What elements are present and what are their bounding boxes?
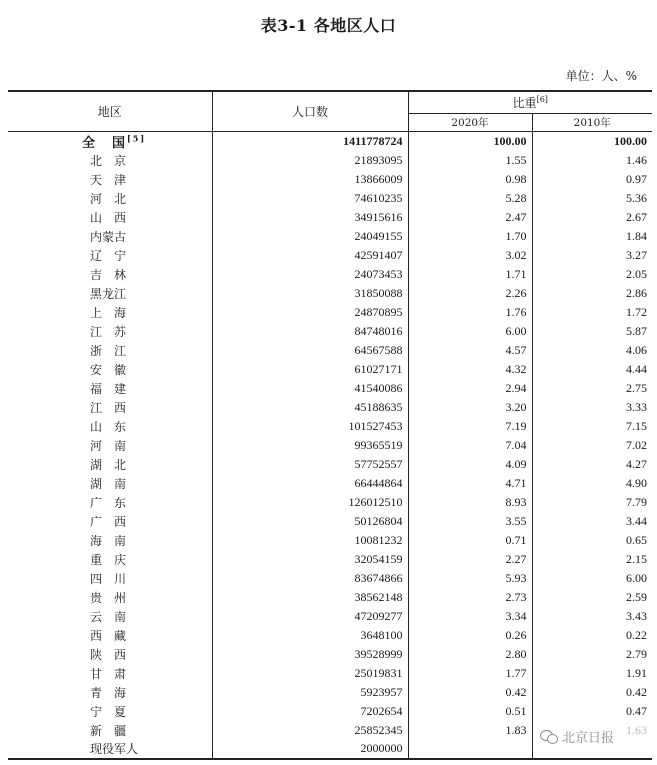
share-2010-value: 1.91 xyxy=(532,664,652,683)
region-name: 福 建 xyxy=(90,381,127,396)
share-2010-value: 0.47 xyxy=(532,702,652,721)
share-2020-value: 2.47 xyxy=(408,208,532,227)
region-name: 山 西 xyxy=(90,210,127,225)
population-value: 61027171 xyxy=(212,360,408,379)
share-2020-value: 0.26 xyxy=(408,626,532,645)
share-2010-value: 4.06 xyxy=(532,341,652,360)
table-row xyxy=(8,379,652,398)
region-name: 湖 北 xyxy=(90,457,127,472)
region-name: 广 西 xyxy=(90,514,127,529)
population-value: 32054159 xyxy=(212,550,408,569)
population-value: 24049155 xyxy=(212,227,408,246)
share-2020-value: 4.71 xyxy=(408,474,532,493)
population-value: 24073453 xyxy=(212,265,408,284)
share-2020-value: 1.76 xyxy=(408,303,532,322)
table-row xyxy=(8,189,652,208)
header-share: 比重[6] xyxy=(408,91,652,113)
region-name: 海 南 xyxy=(90,533,127,548)
share-2010-value: 3.44 xyxy=(532,512,652,531)
share-2010-value: 5.36 xyxy=(532,189,652,208)
table-row xyxy=(8,208,652,227)
share-2010-value: 7.15 xyxy=(532,417,652,436)
table-row xyxy=(8,170,652,189)
population-value: 31850088 xyxy=(212,284,408,303)
region-name: 四 川 xyxy=(90,571,127,586)
population-value: 21893095 xyxy=(212,151,408,170)
share-2010-value: 0.65 xyxy=(532,531,652,550)
share-2010-value: 0.22 xyxy=(532,626,652,645)
share-2010-value: 2.15 xyxy=(532,550,652,569)
population-table xyxy=(8,90,652,760)
table-title: 表3-1 各地区人口 xyxy=(260,16,397,35)
share-2020-value: 6.00 xyxy=(408,322,532,341)
table-row xyxy=(8,664,652,683)
share-2010-value: 1.72 xyxy=(532,303,652,322)
population-value: 83674866 xyxy=(212,569,408,588)
share-2010-value: 0.97 xyxy=(532,170,652,189)
share-2020-value: 5.28 xyxy=(408,189,532,208)
population-value: 50126804 xyxy=(212,512,408,531)
region-name: 新 疆 xyxy=(90,723,127,738)
population-value: 45188635 xyxy=(212,398,408,417)
share-2020-value: 100.00 xyxy=(408,131,532,151)
share-2010-value: 4.90 xyxy=(532,474,652,493)
share-2020-value: 0.42 xyxy=(408,683,532,702)
population-value: 74610235 xyxy=(212,189,408,208)
region-name: 贵 州 xyxy=(90,590,127,605)
table-row xyxy=(8,607,652,626)
region-name: 浙 江 xyxy=(90,343,127,358)
region-name: 天 津 xyxy=(90,172,127,187)
region-name: 青 海 xyxy=(90,685,127,700)
region-name: 江 苏 xyxy=(90,324,127,339)
population-value: 57752557 xyxy=(212,455,408,474)
population-value: 47209277 xyxy=(212,607,408,626)
table-row xyxy=(8,626,652,645)
share-2020-value: 1.77 xyxy=(408,664,532,683)
share-2020-value: 7.04 xyxy=(408,436,532,455)
region-name: 甘 肃 xyxy=(90,666,127,681)
share-2020-value: 4.09 xyxy=(408,455,532,474)
share-footnote: [6] xyxy=(536,94,548,104)
share-2020-value: 0.51 xyxy=(408,702,532,721)
population-value: 41540086 xyxy=(212,379,408,398)
share-2020-value: 0.98 xyxy=(408,170,532,189)
table-row xyxy=(8,360,652,379)
share-2020-value: 8.93 xyxy=(408,493,532,512)
population-value: 38562148 xyxy=(212,588,408,607)
table-row xyxy=(8,265,652,284)
share-2010-value: 5.87 xyxy=(532,322,652,341)
region-name: 安 徽 xyxy=(90,362,127,377)
share-2010-value: 2.75 xyxy=(532,379,652,398)
share-2020-value: 7.19 xyxy=(408,417,532,436)
table-row xyxy=(8,512,652,531)
share-2020-value: 3.20 xyxy=(408,398,532,417)
share-2010-value: 2.86 xyxy=(532,284,652,303)
table-row xyxy=(8,227,652,246)
share-2020-value: 3.34 xyxy=(408,607,532,626)
population-value: 64567588 xyxy=(212,341,408,360)
wechat-icon xyxy=(540,728,558,744)
population-value: 1411778724 xyxy=(212,131,408,151)
header-year-2020: 2020年 xyxy=(408,113,532,131)
unit-label: 单位：人、% xyxy=(565,69,637,83)
share-2010-value: 3.43 xyxy=(532,607,652,626)
share-2020-value: 0.71 xyxy=(408,531,532,550)
population-value: 25019831 xyxy=(212,664,408,683)
table-row xyxy=(8,645,652,664)
header-region: 地区 xyxy=(8,91,212,131)
population-value: 126012510 xyxy=(212,493,408,512)
population-value: 34915616 xyxy=(212,208,408,227)
population-value: 25852345 xyxy=(212,721,408,740)
table-row xyxy=(8,398,652,417)
watermark-text: 北京日报 xyxy=(562,730,615,746)
share-2020-value: 2.94 xyxy=(408,379,532,398)
population-value: 2000000 xyxy=(212,740,408,759)
region-name: 重 庆 xyxy=(90,552,127,567)
share-2010-value: 7.02 xyxy=(532,436,652,455)
region-name: 吉 林 xyxy=(90,267,127,282)
region-name: 黑龙江 xyxy=(90,286,127,301)
region-name: 上 海 xyxy=(90,305,127,320)
share-2010-value: 2.79 xyxy=(532,645,652,664)
table-row xyxy=(8,151,652,170)
region-name: 江 西 xyxy=(90,400,127,415)
table-row xyxy=(8,702,652,721)
table-row xyxy=(8,531,652,550)
table-row xyxy=(8,303,652,322)
share-2010-value: 1.46 xyxy=(532,151,652,170)
share-2020-value: 4.57 xyxy=(408,341,532,360)
share-2020-value: 1.70 xyxy=(408,227,532,246)
share-2010-value: 3.27 xyxy=(532,246,652,265)
share-2010-value: 2.05 xyxy=(532,265,652,284)
population-value: 39528999 xyxy=(212,645,408,664)
population-value: 5923957 xyxy=(212,683,408,702)
region-name: 北 京 xyxy=(90,153,127,168)
share-2020-value: 1.71 xyxy=(408,265,532,284)
population-value: 101527453 xyxy=(212,417,408,436)
header-population: 人口数 xyxy=(212,91,408,131)
table-row xyxy=(8,246,652,265)
table-row xyxy=(8,341,652,360)
table-row xyxy=(8,436,652,455)
share-2010-value: 2.59 xyxy=(532,588,652,607)
region-name: 河 南 xyxy=(90,438,127,453)
share-2020-value: 2.73 xyxy=(408,588,532,607)
table-row xyxy=(8,493,652,512)
table-row xyxy=(8,417,652,436)
share-2020-value: 2.26 xyxy=(408,284,532,303)
total-footnote: [5] xyxy=(127,133,147,144)
share-2010-value: 0.42 xyxy=(532,683,652,702)
region-name: 内蒙古 xyxy=(90,229,127,244)
region-name: 云 南 xyxy=(90,609,127,624)
share-2010-value: 3.33 xyxy=(532,398,652,417)
region-name: 河 北 xyxy=(90,191,127,206)
share-2010-value: 7.79 xyxy=(532,493,652,512)
share-2020-value: 2.27 xyxy=(408,550,532,569)
share-2020-value: 1.83 xyxy=(408,721,532,740)
watermark xyxy=(540,724,657,748)
table-row-total xyxy=(8,131,652,151)
region-name: 西 藏 xyxy=(90,628,127,643)
region-name: 山 东 xyxy=(90,419,127,434)
population-value: 10081232 xyxy=(212,531,408,550)
share-2020-value: 2.80 xyxy=(408,645,532,664)
population-value: 66444864 xyxy=(212,474,408,493)
share-2010-value: 1.84 xyxy=(532,227,652,246)
share-2020-value: 4.32 xyxy=(408,360,532,379)
share-2020-value: 3.55 xyxy=(408,512,532,531)
population-value: 13866009 xyxy=(212,170,408,189)
share-2010-value: 100.00 xyxy=(532,131,652,151)
population-value: 3648100 xyxy=(212,626,408,645)
population-value: 99365519 xyxy=(212,436,408,455)
table-row xyxy=(8,683,652,702)
population-value: 24870895 xyxy=(212,303,408,322)
share-2010-value: 4.27 xyxy=(532,455,652,474)
population-value: 84748016 xyxy=(212,322,408,341)
header-year-2010: 2010年 xyxy=(532,113,652,131)
share-2010-value: 4.44 xyxy=(532,360,652,379)
region-name: 辽 宁 xyxy=(90,248,127,263)
table-row xyxy=(8,284,652,303)
population-value: 7202654 xyxy=(212,702,408,721)
region-name: 现役军人 xyxy=(8,740,212,759)
region-name: 宁 夏 xyxy=(90,704,127,719)
share-2020-value: 5.93 xyxy=(408,569,532,588)
table-row xyxy=(8,455,652,474)
table-row xyxy=(8,569,652,588)
region-name: 陕 西 xyxy=(90,647,127,662)
share-2010-value: 6.00 xyxy=(532,569,652,588)
table-row xyxy=(8,322,652,341)
table-row xyxy=(8,550,652,569)
share-2010-value: 2.67 xyxy=(532,208,652,227)
share-2020-value xyxy=(408,740,532,759)
region-name: 全 国[5] xyxy=(82,133,147,151)
share-2020-value: 3.02 xyxy=(408,246,532,265)
table-row xyxy=(8,588,652,607)
region-name: 湖 南 xyxy=(90,476,127,491)
region-name: 广 东 xyxy=(90,495,127,510)
table-row xyxy=(8,474,652,493)
share-2020-value: 1.55 xyxy=(408,151,532,170)
population-value: 42591407 xyxy=(212,246,408,265)
